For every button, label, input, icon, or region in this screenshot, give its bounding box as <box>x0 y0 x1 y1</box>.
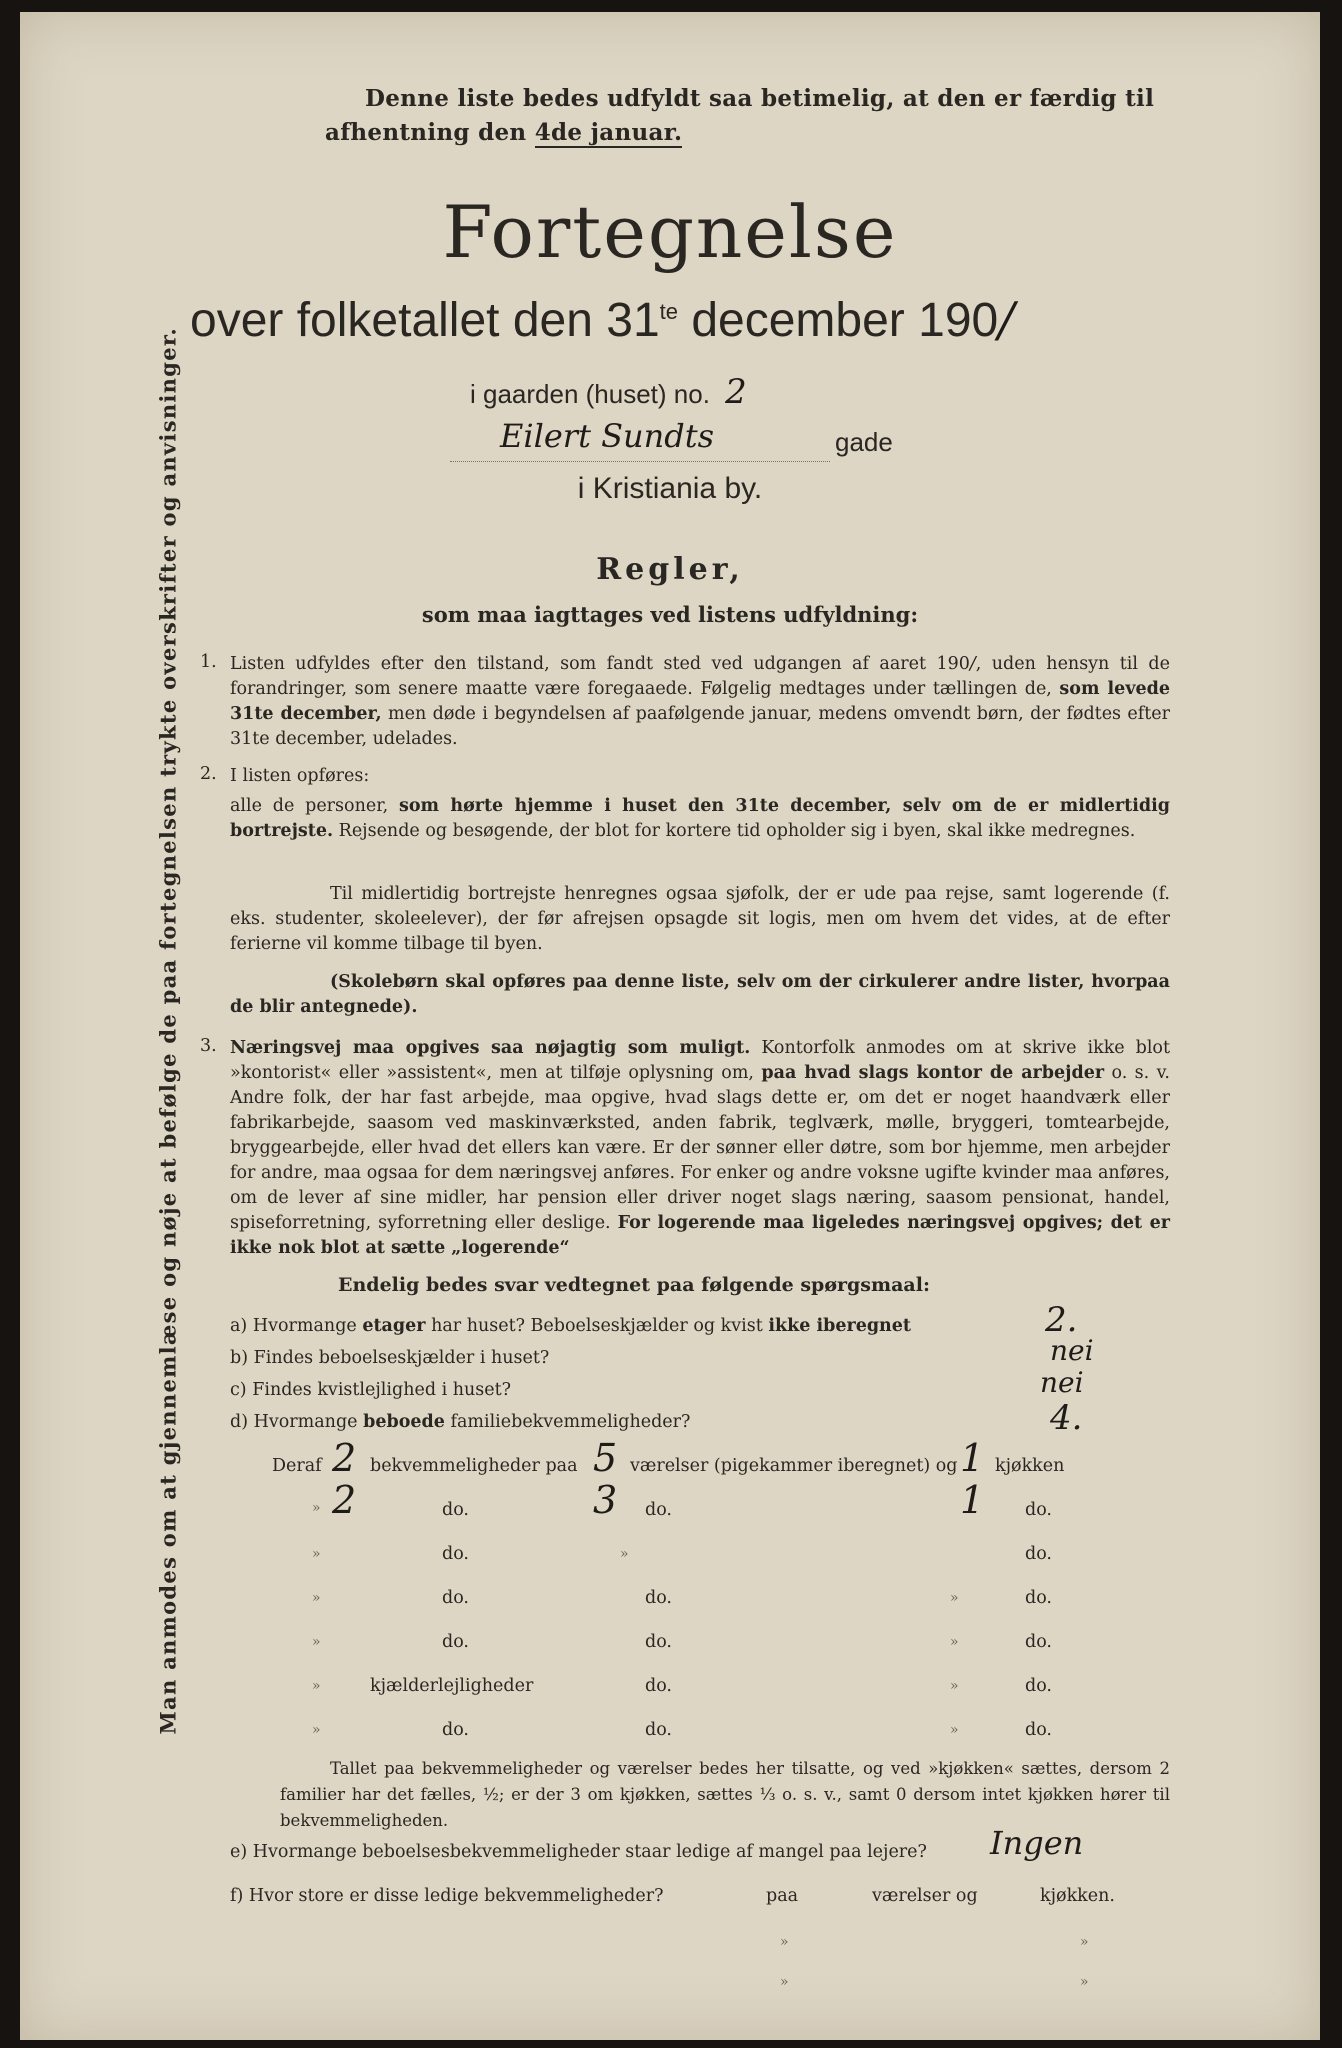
answer-b-handwritten: nei <box>1050 1334 1094 1367</box>
rule-2-number: 2. <box>200 764 217 784</box>
rule-1-bold: som levede 31te december, <box>230 679 1170 724</box>
question-b <box>230 1348 549 1368</box>
form-title: Fortegnelse <box>442 190 898 274</box>
subtitle-date-prefix: over folketallet den 31 <box>190 294 660 347</box>
row-6-do-2: do. <box>645 1676 672 1696</box>
row-7-marker: » <box>312 1722 321 1738</box>
rule-2-text <box>230 794 1170 844</box>
question-c <box>230 1380 511 1400</box>
question-d-bold: beboede <box>363 1412 445 1432</box>
row-7-marker-2: » <box>950 1722 959 1738</box>
question-d-post: familiebekvemmeligheder? <box>450 1412 691 1432</box>
question-f-paa: paa <box>766 1886 799 1906</box>
row-3-do-1: do. <box>442 1544 469 1564</box>
row-2-rooms-handwritten: 3 <box>593 1478 618 1522</box>
question-f-vaer: værelser og <box>872 1886 978 1906</box>
rule-2-paragraph-3: (Skolebørn skal opføres paa denne liste, selv om der cirkulerer andre lister, hvorpaa de blir antegnede). <box>230 972 1170 1017</box>
trailing-marks-3: » <box>780 1974 789 1990</box>
row-3-marker-2: » <box>620 1546 629 1562</box>
row-3-do-3: do. <box>1025 1544 1052 1564</box>
census-form-page <box>20 12 1320 2040</box>
rule-1-part-b: , uden hensyn til de forandringer, som senere maatte være foregaaede. Følgelig medtages under tællingen de, <box>230 654 1170 699</box>
row-6-marker-2: » <box>950 1678 959 1694</box>
answer-d-handwritten: 4. <box>1050 1398 1083 1438</box>
rule-3-part-b: o. s. v. Andre folk, der har fast arbejde, maa opgive, hvad slags dette er, om det er noget haandværk eller fabrikarbejde, saasom ved maskinværksted, anden fabrik, teglværk, mølle, bryggeri, tomtearbejde, bryggearbejde, eller hvad det ellers kan være. Er der sønner eller døtre, som bor hjemme, men arbejder for andre, maa ogsaa for dem næringsvej anføres. For enker og andre voksne ugifte kvinder maa anføres, om de lever af sine midler, har pension eller driver noget slags næring, saasom pensionat, handel, spiseforretning, syforretning eller deslige. <box>230 1063 1170 1233</box>
row-6-marker: » <box>312 1678 321 1694</box>
rule-1-year-handwritten: / <box>969 654 976 674</box>
trailing-marks-2: » <box>1080 1934 1089 1950</box>
rule-1-text <box>230 652 1170 752</box>
row-2-do-2: do. <box>645 1500 672 1520</box>
answer-e-handwritten: Ingen <box>990 1824 1084 1862</box>
row-2-marker: » <box>312 1500 321 1516</box>
rule-2-intro: I listen opføres: <box>230 766 370 786</box>
rule-3-number: 3. <box>200 1036 217 1056</box>
street-suffix: gade <box>835 427 893 457</box>
question-b-label: b) <box>230 1348 249 1368</box>
question-c-text: Findes kvistlejlighed i huset? <box>252 1380 512 1400</box>
row-4-marker: » <box>312 1590 321 1606</box>
row-5-do-3: do. <box>1025 1632 1052 1652</box>
side-instruction: Man anmodes om at gjennemlæse og nøje at befølge de paa fortegnelsen trykte overskrifter og anvisninger. <box>155 327 181 1735</box>
row-7-do-1: do. <box>442 1720 469 1740</box>
table-kjok-label: kjøkken <box>995 1456 1065 1476</box>
row-1-count-handwritten: 2 <box>332 1436 357 1480</box>
subtitle-date-suffix: december 190 <box>691 294 999 347</box>
question-a-pre: Hvormange <box>252 1316 357 1336</box>
row-5-do-1: do. <box>442 1632 469 1652</box>
table-vaer-label: værelser (pigekammer iberegnet) og <box>630 1456 958 1476</box>
trailing-marks-4: » <box>1080 1974 1089 1990</box>
house-line <box>470 372 747 412</box>
trailing-marks-1: » <box>780 1934 789 1950</box>
question-d-label: d) <box>230 1412 249 1432</box>
notice-pickup-label: afhentning den <box>325 119 527 146</box>
rules-heading: Regler, <box>596 552 744 587</box>
question-e-text: Hvormange beboelsesbekvemmeligheder staar ledige af mangel paa lejere? <box>252 1842 927 1862</box>
subtitle-year-handwritten: / <box>998 292 1015 348</box>
notice-line-1: Denne liste bedes udfyldt saa betimelig, at den er færdig til <box>365 85 1155 112</box>
question-d <box>230 1412 690 1432</box>
table-bekv-label: bekvemmeligheder paa <box>370 1456 578 1476</box>
question-a-mid: har huset? Beboelseskjælder og kvist <box>431 1316 763 1336</box>
question-d-pre: Hvormange <box>253 1412 358 1432</box>
row-1-kitchen-handwritten: 1 <box>960 1436 985 1480</box>
row-6-kjaelder-label: kjælderlejligheder <box>370 1676 534 1696</box>
row-2-kitchen-handwritten: 1 <box>960 1478 985 1522</box>
question-a-label: a) <box>230 1316 248 1336</box>
question-f-kjok: kjøkken. <box>1040 1886 1115 1906</box>
row-2-count-handwritten: 2 <box>332 1478 357 1522</box>
row-7-do-3: do. <box>1025 1720 1052 1740</box>
notice-line-2 <box>325 116 682 150</box>
question-a <box>230 1316 911 1336</box>
rule-3-bold-1: Næringsvej maa opgives saa nøjagtig som muligt. <box>230 1038 751 1058</box>
question-a-bold-1: etager <box>362 1316 426 1336</box>
row-5-do-2: do. <box>645 1632 672 1652</box>
street-name-handwritten: Eilert Sundts <box>500 417 714 455</box>
rule-3-bold-2: paa hvad slags kontor de arbejder <box>761 1063 1105 1083</box>
rule-3-part-a: Kontorfolk anmodes om at skrive ikke blot »kontorist« eller »assistent«, men at tilføje oplysning om, <box>230 1038 1170 1083</box>
question-a-bold-2: ikke iberegnet <box>768 1316 912 1336</box>
rules-subheading: som maa iagttages ved listens udfyldning: <box>421 602 919 627</box>
row-1-rooms-handwritten: 5 <box>593 1436 618 1480</box>
question-f-label: f) <box>230 1886 244 1906</box>
row-6-do-3: do. <box>1025 1676 1052 1696</box>
rule-2-paragraph-2: Til midlertidig bortrejste henregnes ogsaa sjøfolk, der er ude paa rejse, samt logerende (f. eks. studenter, skoleelever), der før afrejsen opsagde sit logis, men om hvem det vides, at de efter ferierne vil komme tilbage til byen. <box>230 884 1170 954</box>
subtitle-date-sup: te <box>659 299 678 324</box>
table-deraf-label: Deraf <box>272 1456 322 1476</box>
question-c-label: c) <box>230 1380 247 1400</box>
question-e <box>230 1842 927 1862</box>
rule-3-bold-3: For logerende maa ligeledes næringsvej opgives; det er ikke nok blot at sætte „logerende“ <box>230 1213 1170 1258</box>
row-4-do-2: do. <box>645 1588 672 1608</box>
rule-3-text <box>230 1036 1170 1261</box>
form-subtitle <box>190 292 1014 348</box>
row-5-marker-2: » <box>950 1634 959 1650</box>
row-5-marker: » <box>312 1634 321 1650</box>
row-7-do-2: do. <box>645 1720 672 1740</box>
city-line: i Kristiania by. <box>577 472 763 505</box>
question-f <box>230 1886 663 1906</box>
notice-pickup-date: 4de januar. <box>534 119 683 146</box>
row-2-do-1: do. <box>442 1500 469 1520</box>
row-3-marker: » <box>312 1546 321 1562</box>
table-footnote: Tallet paa bekvemmeligheder og værelser bedes her tilsatte, og ved »kjøkken« sættes, dersom 2 familier har det fælles, ½; er der 3 om kjøkken, sættes ⅓ o. s. v., samt 0 dersom intet kjøkken hører til bekvemmeligheden. <box>280 1759 1170 1830</box>
row-2-do-3: do. <box>1025 1500 1052 1520</box>
question-e-label: e) <box>230 1842 248 1862</box>
rule-2-bold: som hørte hjemme i huset den 31te december, selv om de er midlertidig bortrejste. <box>230 796 1170 841</box>
rule-2-part-b: Rejsende og besøgende, der blot for kortere tid opholder sig i byen, skal ikke medregnes. <box>338 821 1136 841</box>
rule-1-part-a: Listen udfyldes efter den tilstand, som fandt sted ved udgangen af aaret 190 <box>230 654 970 674</box>
house-label: i gaarden (huset) no. <box>470 379 710 409</box>
row-4-marker-2: » <box>950 1590 959 1606</box>
answer-a-handwritten: 2. <box>1045 1300 1078 1340</box>
street-field <box>450 417 830 462</box>
rule-2-part-a: alle de personer, <box>230 796 389 816</box>
row-4-do-3: do. <box>1025 1588 1052 1608</box>
answer-c-handwritten: nei <box>1040 1366 1084 1399</box>
rule-1-part-c: men døde i begyndelsen af paafølgende januar, medens omvendt børn, der fødtes efter 31te december, udelades. <box>230 704 1171 749</box>
question-f-text: Hvor store er disse ledige bekvemmeligheder? <box>248 1886 664 1906</box>
rule-1-number: 1. <box>200 652 217 672</box>
house-number-handwritten: 2 <box>725 372 747 412</box>
question-b-text: Findes beboelseskjælder i huset? <box>253 1348 550 1368</box>
row-4-do-1: do. <box>442 1588 469 1608</box>
questions-intro: Endelig bedes svar vedtegnet paa følgende spørgsmaal: <box>338 1274 930 1296</box>
